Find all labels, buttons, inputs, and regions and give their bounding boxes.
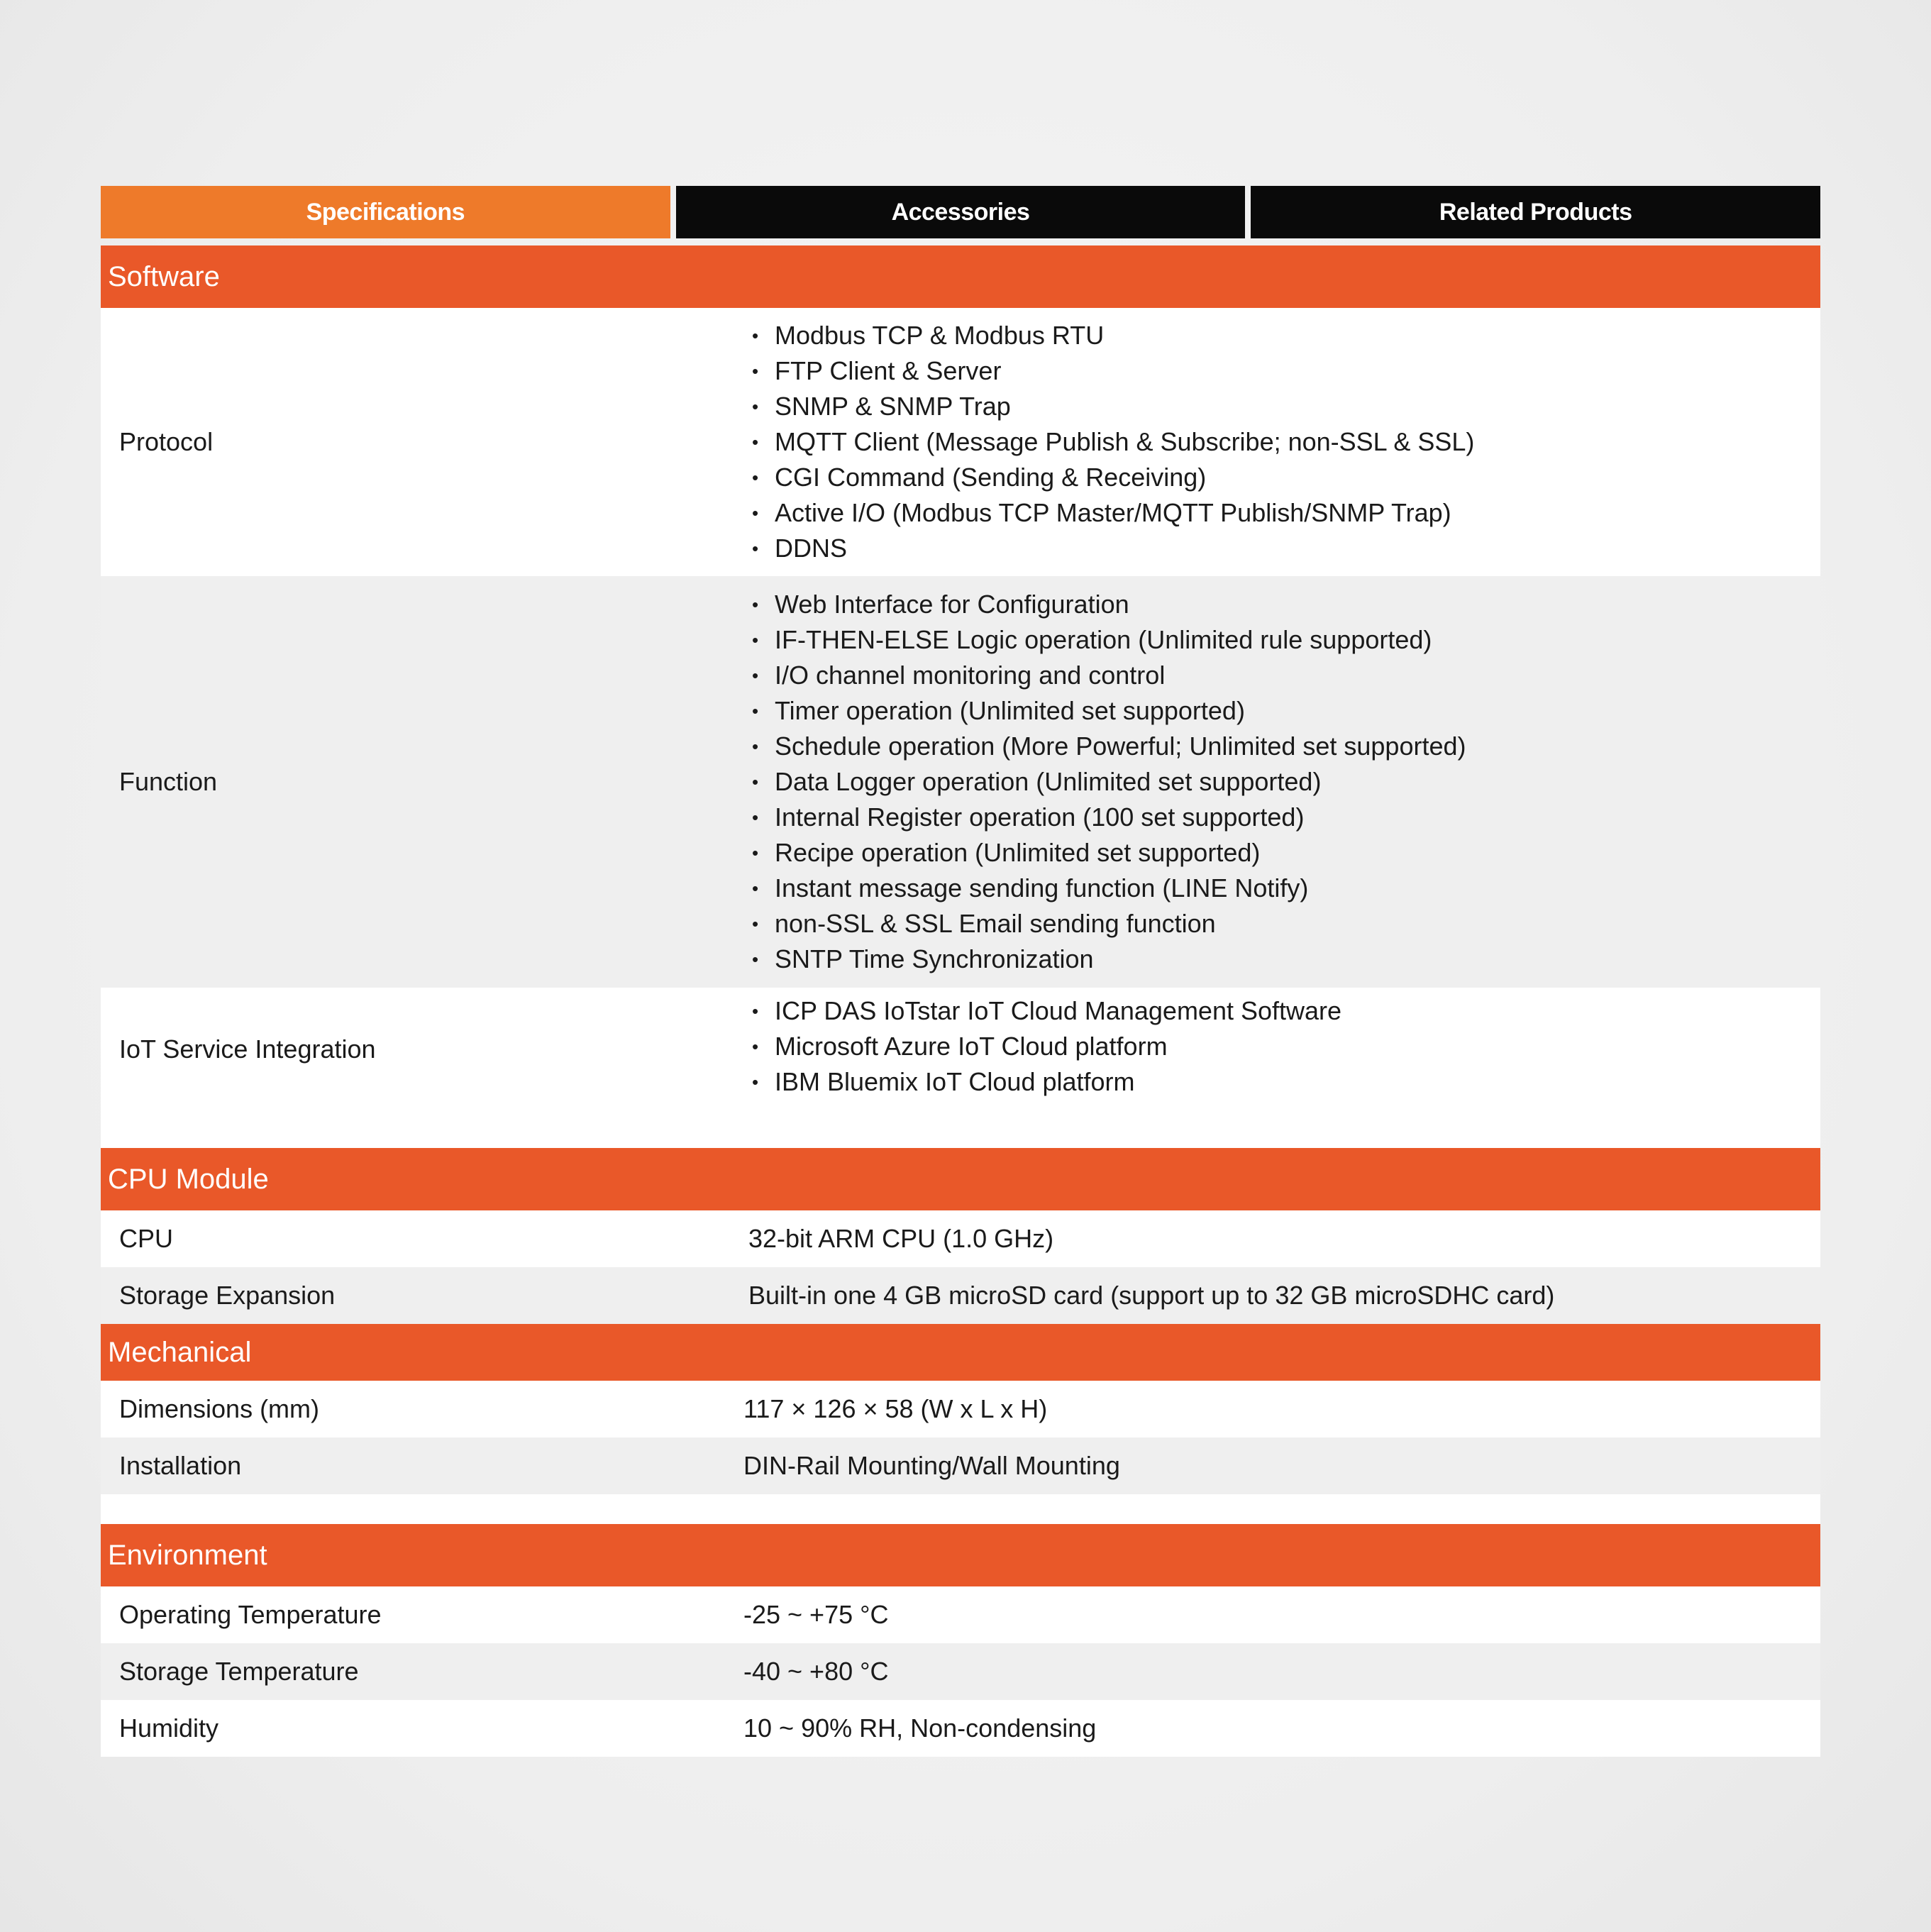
list-item: • Microsoft Azure IoT Cloud platform — [751, 1029, 1341, 1064]
spec-page — [101, 186, 1820, 1757]
section-header-cpu: CPU Module — [101, 1148, 1820, 1210]
list-item: • Active I/O (Modbus TCP Master/MQTT Publish/SNMP Trap) — [751, 495, 1474, 531]
section-header-software: Software — [101, 245, 1820, 308]
tab-gap — [101, 238, 1820, 245]
list-item: • Recipe operation (Unlimited set supported) — [751, 835, 1466, 871]
spec-value: Built-in one 4 GB microSD card (support up to 32 GB microSDHC card) — [748, 1281, 1555, 1310]
list-item: • FTP Client & Server — [751, 353, 1474, 389]
spec-row-operating-temperature — [101, 1586, 1820, 1643]
list-item: • I/O channel monitoring and control — [751, 658, 1466, 693]
list-item: • CGI Command (Sending & Receiving) — [751, 460, 1474, 495]
section-header-mechanical: Mechanical — [101, 1324, 1820, 1381]
tab-specifications[interactable]: Specifications — [101, 186, 670, 238]
spec-value: 32-bit ARM CPU (1.0 GHz) — [748, 1224, 1054, 1253]
spec-label: IoT Service Integration — [119, 1034, 376, 1064]
spec-row-humidity — [101, 1700, 1820, 1757]
spec-label: Function — [119, 767, 218, 796]
tab-related-products[interactable]: Related Products — [1251, 186, 1820, 238]
iot-list — [751, 993, 1341, 1100]
list-item: • Instant message sending function (LINE Notify) — [751, 871, 1466, 906]
tab-bar — [101, 186, 1820, 238]
spec-row-installation — [101, 1437, 1820, 1494]
spec-label: Storage Expansion — [119, 1281, 336, 1310]
protocol-list — [751, 318, 1474, 566]
list-item: • Timer operation (Unlimited set supported) — [751, 693, 1466, 729]
spec-label: Protocol — [119, 427, 214, 456]
spec-row-dimensions — [101, 1381, 1820, 1437]
spec-value: -40 ~ +80 °C — [743, 1657, 889, 1686]
spec-value: -25 ~ +75 °C — [743, 1600, 889, 1629]
spec-label: Storage Temperature — [119, 1657, 359, 1686]
list-item: • ICP DAS IoTstar IoT Cloud Management Software — [751, 993, 1341, 1029]
spec-label: Operating Temperature — [119, 1600, 382, 1629]
spec-label: CPU — [119, 1224, 174, 1253]
spec-label: Dimensions (mm) — [119, 1394, 320, 1423]
list-item: • Web Interface for Configuration — [751, 587, 1466, 622]
section-header-environment: Environment — [101, 1524, 1820, 1586]
list-item: • Modbus TCP & Modbus RTU — [751, 318, 1474, 353]
spec-row-storage-temperature — [101, 1643, 1820, 1700]
spec-row-cpu — [101, 1210, 1820, 1267]
list-item: • non-SSL & SSL Email sending function — [751, 906, 1466, 942]
list-item: • IBM Bluemix IoT Cloud platform — [751, 1064, 1341, 1100]
function-list — [751, 587, 1466, 977]
list-item: • SNMP & SNMP Trap — [751, 389, 1474, 424]
spec-label: Installation — [119, 1451, 242, 1480]
list-item: • Internal Register operation (100 set supported) — [751, 800, 1466, 835]
list-item: • IF-THEN-ELSE Logic operation (Unlimited rule supported) — [751, 622, 1466, 658]
spec-row-storage-expansion — [101, 1267, 1820, 1324]
list-item: • DDNS — [751, 531, 1474, 566]
spec-row-protocol — [101, 308, 1820, 576]
spec-value: 10 ~ 90% RH, Non-condensing — [743, 1713, 1097, 1743]
list-item: • Data Logger operation (Unlimited set supported) — [751, 764, 1466, 800]
list-item: • SNTP Time Synchronization — [751, 942, 1466, 977]
list-item: • MQTT Client (Message Publish & Subscribe; non-SSL & SSL) — [751, 424, 1474, 460]
section-spacer — [101, 1494, 1820, 1524]
list-item: • Schedule operation (More Powerful; Unlimited set supported) — [751, 729, 1466, 764]
spec-value: 117 × 126 × 58 (W x L x H) — [743, 1394, 1048, 1423]
spec-label: Humidity — [119, 1713, 219, 1743]
spec-row-function — [101, 576, 1820, 988]
spec-row-iot — [101, 988, 1820, 1148]
spec-value: DIN-Rail Mounting/Wall Mounting — [743, 1451, 1120, 1480]
tab-accessories[interactable]: Accessories — [676, 186, 1246, 238]
